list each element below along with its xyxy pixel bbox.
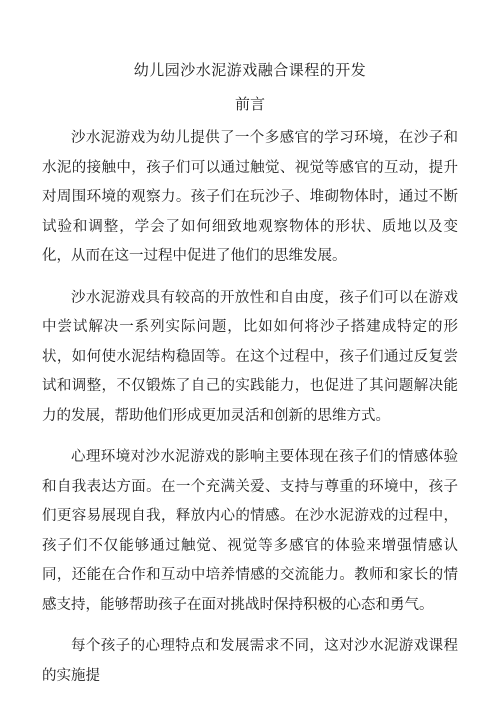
paragraph-1: 沙水泥游戏为幼儿提供了一个多感官的学习环境，在沙子和水泥的接触中，孩子们可以通过触觉、视觉等感官的互动，提升对周围环境的观察力。孩子们在玩沙子、堆砌物体时，通过不断试验和调整，学会了如何细致地观察物体的形状、质地以及变化，从而在这一过程中促进了他们的思维发展。 [42,130,458,264]
paragraph-2: 沙水泥游戏具有较高的开放性和自由度，孩子们可以在游戏中尝试解决一系列实际问题，比如如何将沙子搭建成特定的形状，如何使水泥结构稳固等。在这个过程中，孩子们通过反复尝试和调整，不仅锻炼了自己的实践能力，也促进了其问题解决能力的发展，帮助他们形成更加灵活和创新的思维方式。 [42,289,458,424]
paragraph-4: 每个孩子的心理特点和发展需求不同，这对沙水泥游戏课程的实施提 [42,638,458,684]
document-title: 幼儿园沙水泥游戏融合课程的开发 [133,61,367,79]
paragraph-3: 心理环境对沙水泥游戏的影响主要体现在孩子们的情感体验和自我表达方面。在一个充满关爱、支持与尊重的环境中，孩子们更容易展现自我，释放内心的情感。在沙水泥游戏的过程中，孩子们不仅能够通过触觉、视觉等多感官的体验来增强情感认同，还能在合作和互动中培养情感的交流能力。教师和家长的情感支持，能够帮助孩子在面对挑战时保持积极的心态和勇气。 [42,449,458,613]
section-title: 前言 [234,95,265,113]
